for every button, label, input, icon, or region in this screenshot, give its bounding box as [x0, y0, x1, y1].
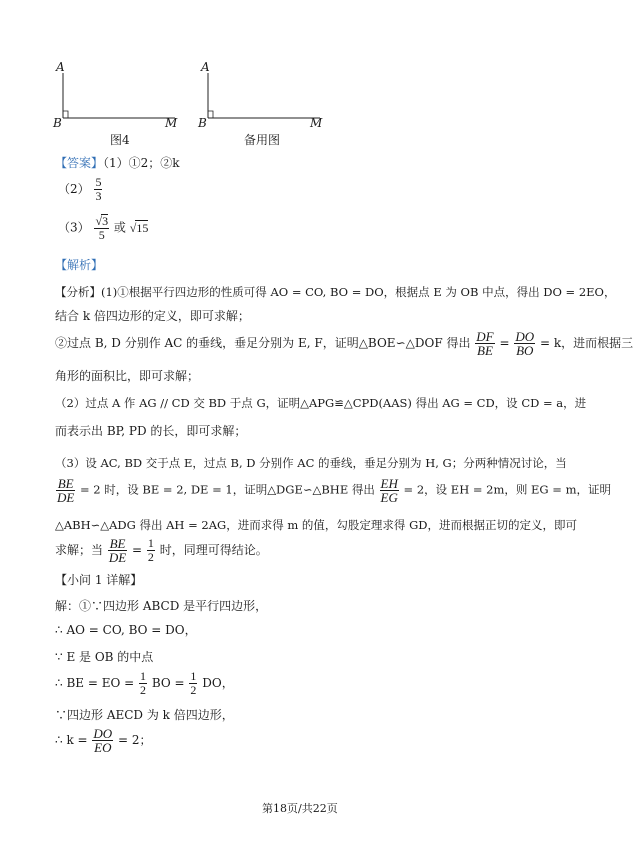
- detail-tag: 【小问 1 详解】: [55, 573, 143, 587]
- denominator: 3: [95, 189, 102, 203]
- point-b-label: B: [198, 116, 207, 130]
- right-angle-mark: [63, 111, 68, 118]
- text: 时，同理可得结论。: [159, 543, 268, 557]
- analysis-line-4: 角形的面积比，即可求解；: [55, 369, 200, 383]
- text: 求解；当: [55, 543, 104, 557]
- answer-part2-prefix: （2）: [58, 182, 90, 196]
- analysis-line-6: 而表示出 BP, PD 的长，即可求解；: [55, 424, 247, 438]
- text: = 2，设 EH = 2m，则 EG = m，证明: [403, 482, 611, 497]
- page-footer: 第18页/共22页: [262, 802, 338, 815]
- radicand: 15: [136, 220, 149, 235]
- detail-line-2: ∴ AO = CO, BO = DO，: [55, 623, 197, 637]
- answer-part1: （1）①2；②k: [103, 156, 180, 170]
- analysis-tag: 【解析】: [55, 258, 104, 272]
- answer-line-2: [58, 176, 103, 203]
- answer-line-1: [55, 156, 180, 170]
- detail-line-6: [55, 727, 152, 754]
- point-m-label: M: [165, 116, 178, 130]
- equals: =: [132, 543, 143, 557]
- point-b-label: B: [53, 116, 62, 130]
- text: = 2 时，设 BE = 2, DE = 1，证明△DGE∽△BHE 得出: [80, 482, 375, 497]
- text: ∴ BE = EO =: [55, 676, 135, 690]
- fraction: $\frac{DO}{EO}$: [93, 726, 113, 755]
- answer-part3-prefix: （3）: [58, 220, 90, 235]
- detail-line-4: [55, 670, 234, 697]
- denominator: 5: [98, 228, 105, 242]
- answer-fraction: [94, 176, 102, 203]
- detail-line-1: 解：①∵四边形 ABCD 是平行四边形，: [55, 599, 268, 613]
- detail-line-5: ∵四边形 AECD 为 k 倍四边形，: [55, 708, 234, 722]
- text: ②过点 B, D 分别作 AC 的垂线，垂足分别为 E, F，证明△BOE∽△DOF 得出: [55, 336, 471, 350]
- equals: =: [499, 336, 510, 350]
- fraction: $\frac{1}{2}$: [140, 669, 147, 697]
- analysis-line-8: [55, 477, 611, 504]
- fraction: $\frac{BE}{DE}$: [57, 476, 75, 505]
- analysis-line-9: △ABH∽△ADG 得出 AH = 2AG，进而求得 m 的值，勾股定理求得 GD，进而根据正切的定义，即可: [55, 518, 577, 532]
- figure-caption: 图4: [110, 133, 130, 147]
- text: = k，进而根据三: [539, 336, 633, 350]
- detail-line-3: ∵ E 是 OB 的中点: [55, 650, 154, 664]
- text: BO =: [151, 676, 185, 690]
- answer-fraction: $\frac{√3}{5}$: [95, 214, 109, 242]
- text: = 2；: [118, 733, 152, 747]
- analysis-line-10: [55, 537, 268, 564]
- or-text: 或: [113, 220, 126, 235]
- fraction: $\frac{DO}{BO}$: [515, 329, 535, 358]
- analysis-line-2: 结合 k 倍四边形的定义，即可求解；: [55, 309, 250, 323]
- text: ∴ k =: [55, 733, 88, 747]
- point-m-label: M: [310, 116, 323, 130]
- analysis-line-7: （3）设 AC, BD 交于点 E，过点 B, D 分别作 AC 的垂线，垂足分别为 H, G；分两种情况讨论，当: [55, 456, 567, 470]
- figure-caption: 备用图: [244, 133, 281, 147]
- analysis-line-1: 【分析】(1)①根据平行四边形的性质可得 AO = CO, BO = DO，根据点 E 为 OB 中点，得出 DO = 2EO，: [55, 285, 616, 299]
- point-a-label: A: [201, 60, 210, 74]
- fraction: $\frac{1}{2}$: [190, 669, 197, 697]
- analysis-line-5: （2）过点 A 作 AG // CD 交 BD 于点 G，证明△APG≌△CPD(AAS) 得出 AG = CD，设 CD = a，进: [55, 396, 587, 410]
- answer-tag: 【答案】: [55, 156, 104, 170]
- answer-line-3: （3） $\frac{√3}{5}$ 或 √15: [58, 214, 149, 242]
- fraction: $\frac{BE}{DE}$: [108, 536, 127, 565]
- right-angle-mark: [208, 111, 213, 118]
- numerator: 5: [95, 175, 102, 189]
- fraction: $\frac{DF}{BE}$: [476, 329, 494, 358]
- fraction: $\frac{EH}{EG}$: [380, 476, 398, 505]
- fraction: $\frac{1}{2}$: [147, 536, 154, 564]
- text: DO，: [202, 676, 234, 690]
- analysis-line-3: [55, 330, 633, 357]
- point-a-label: A: [56, 60, 65, 74]
- radicand: 3: [102, 214, 109, 228]
